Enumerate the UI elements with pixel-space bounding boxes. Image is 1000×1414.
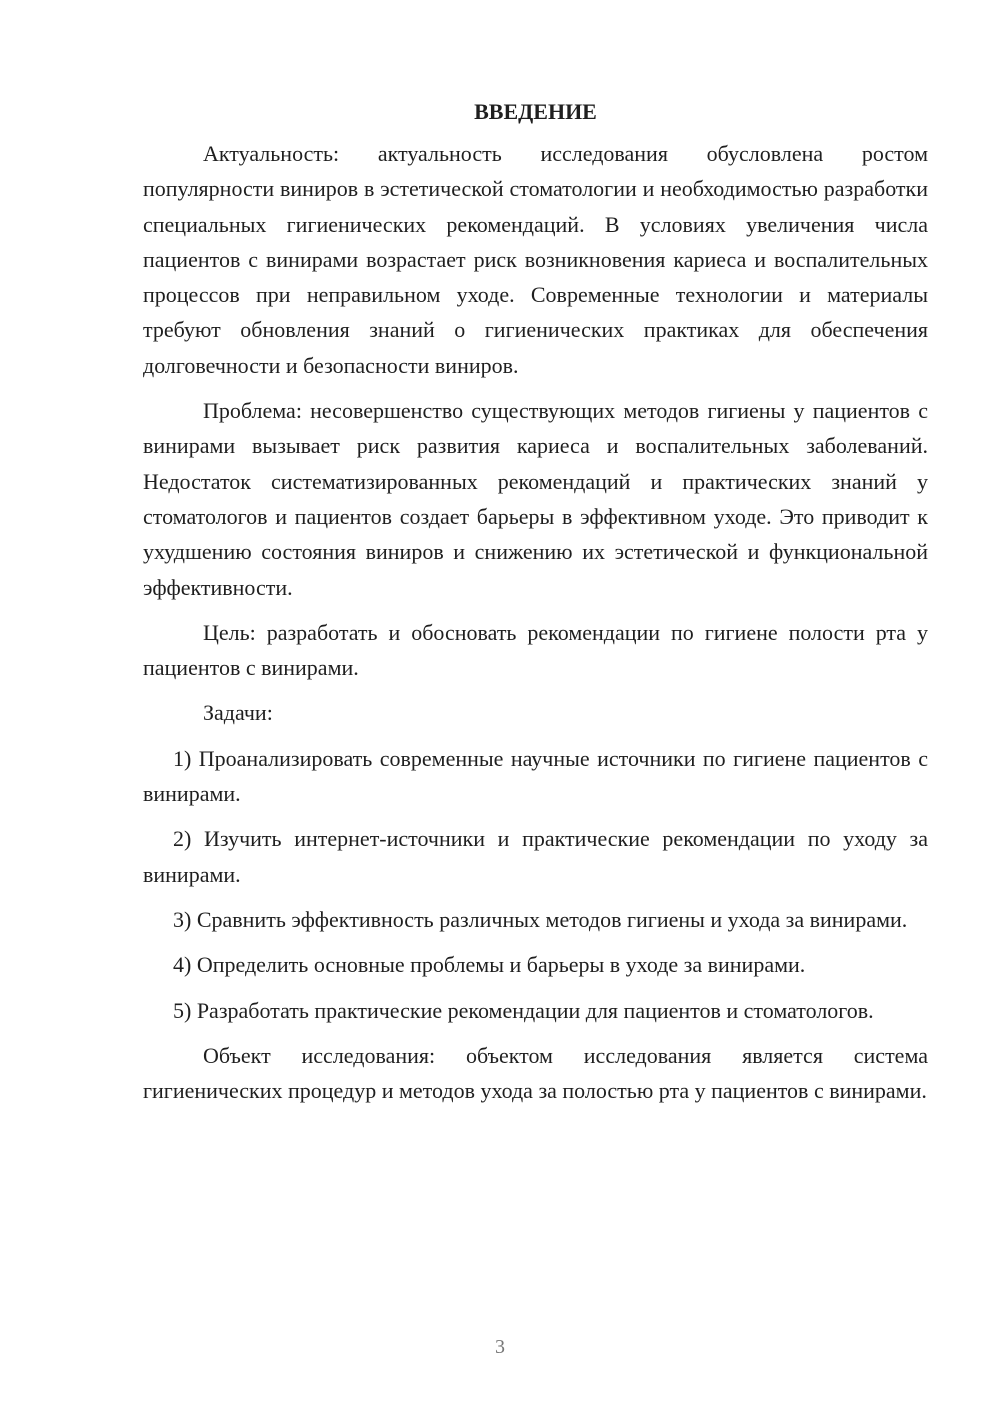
paragraph-goal: Цель: разработать и обосновать рекомендации по гигиене полости рта у пациентов с винирами.: [143, 619, 928, 681]
page-title: ВВЕДЕНИЕ: [474, 99, 597, 124]
paragraph-relevance: Актуальность: актуальность исследования обусловлена ростом популярности виниров в эстетической стоматологии и необходимостью разработки специальных гигиенических рекомендаций. В условиях увеличения числа пациентов с винирами возрастает риск возникновения кариеса и воспалительных процессов при неправильном уходе. Современные технологии и материалы требуют обновления знаний о гигиенических практиках для обеспечения долговечности и безопасности виниров.: [143, 141, 928, 378]
page-content: [143, 94, 928, 1118]
task-item-4: 4) Определить основные проблемы и барьеры в уходе за винирами.: [173, 952, 806, 978]
task-item-3: 3) Сравнить эффективность различных методов гигиены и ухода за винирами.: [173, 906, 908, 932]
task-item-1: 1) Проанализировать современные научные источники по гигиене пациентов с винирами.: [143, 745, 928, 807]
page-number: 3: [495, 1336, 505, 1358]
paragraph-object: Объект исследования: объектом исследования является система гигиенических процедур и методов ухода за полостью рта у пациентов с винирами.: [143, 1042, 928, 1104]
tasks-heading: Задачи:: [203, 700, 273, 726]
task-item-5: 5) Разработать практические рекомендации для пациентов и стоматологов.: [173, 997, 874, 1023]
paragraph-problem: Проблема: несовершенство существующих методов гигиены у пациентов с винирами вызывает риск развития кариеса и воспалительных заболеваний. Недостаток систематизированных рекомендаций и практических знаний у стоматологов и пациентов создает барьеры в эффективном уходе. Это приводит к ухудшению состояния виниров и снижению их эстетической и функциональной эффективности.: [143, 398, 928, 600]
task-item-2: 2) Изучить интернет-источники и практические рекомендации по уходу за винирами.: [143, 826, 928, 887]
